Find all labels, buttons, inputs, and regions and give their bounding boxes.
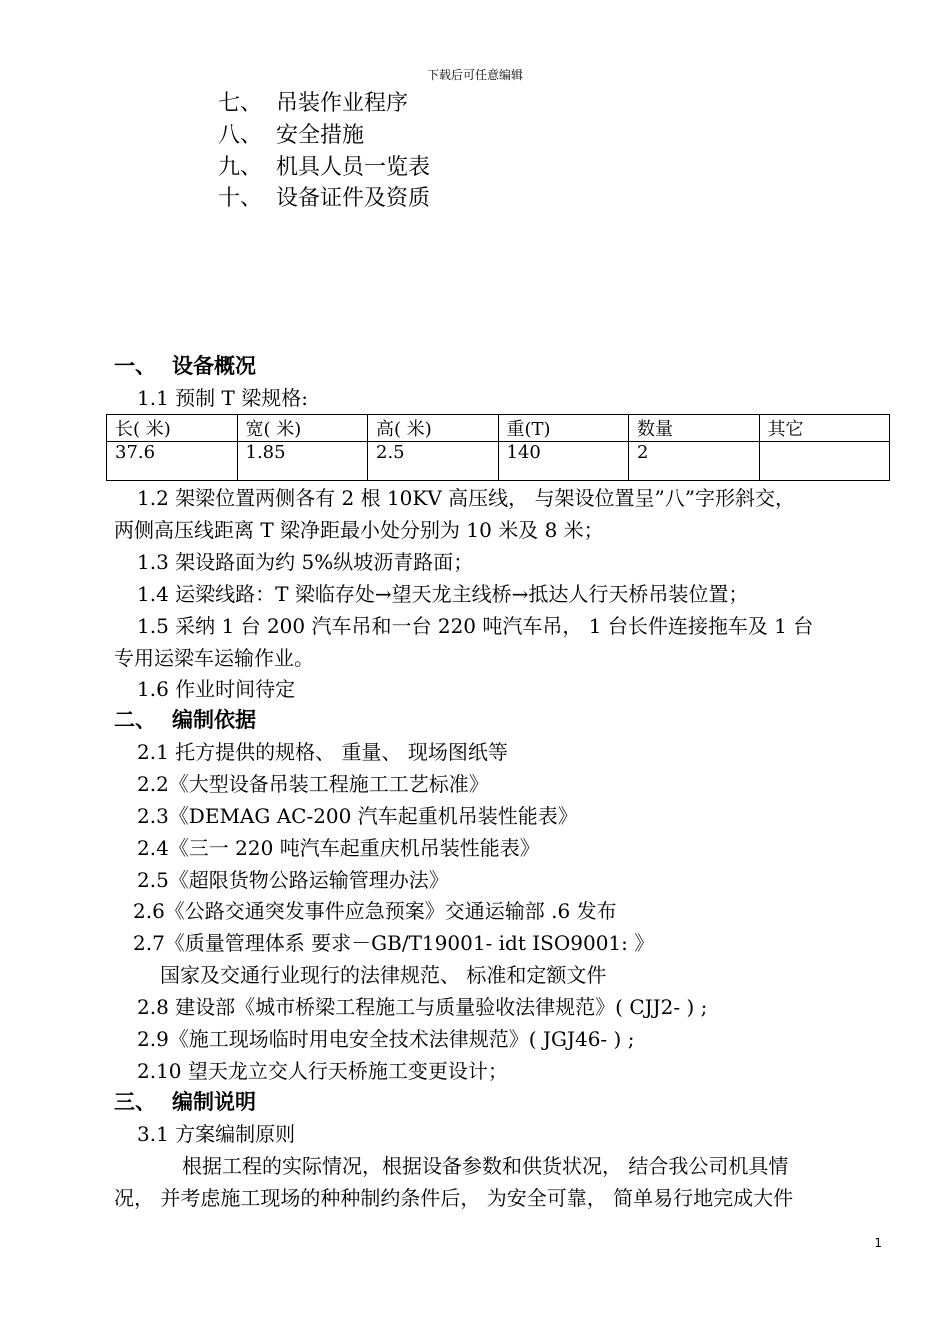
table-header-row [107,415,890,442]
section-title: 编制说明 [172,1090,256,1114]
table-row [107,442,890,481]
table-header-cell: 其它 [759,415,890,442]
section-num: 二、 [114,708,156,732]
table-cell: 2.5 [368,442,499,481]
item-1-4: 1.4 运梁线路：T 梁临存处→望天龙主线桥→抵达人行天桥吊装位置； [137,582,749,606]
toc-item [218,118,364,149]
item-1-6: 1.6 作业时间待定 [137,677,296,701]
table-header-cell: 重(T) [498,415,629,442]
table-header-cell: 数量 [629,415,760,442]
table-cell [759,442,890,481]
toc-item [218,86,408,117]
item-1-5-line1: 1.5 采纳 1 台 200 汽车吊和一台 220 吨汽车吊， 1 台长件连接拖车及 1 台 [137,614,814,638]
toc-text: 吊装作业程序 [276,91,409,116]
list-item: 2.10 望天龙立交人行天桥施工变更设计； [137,1059,508,1083]
list-item: 2.4《三一 220 吨汽车起重庆机吊装性能表》 [137,836,540,860]
toc-text: 机具人员一览表 [276,155,431,180]
list-item: 2.6《公路交通突发事件应急预案》交通运输部 .6 发布 [133,899,617,923]
t-beam-spec-table [106,414,890,481]
toc-num: 十、 [218,186,263,211]
table-header-cell: 宽( 米) [237,415,368,442]
toc-item [218,181,430,212]
toc-num: 七、 [218,91,263,116]
toc-item [218,150,430,181]
toc-num: 九、 [218,155,263,180]
list-item: 2.1 托方提供的规格、 重量、 现场图纸等 [137,740,508,764]
table-header-cell: 高( 米) [368,415,499,442]
list-item: 2.8 建设部《城市桥梁工程施工与质量验收法律规范》( CJJ2- ) ; [137,995,708,1019]
table-header-cell: 长( 米) [107,415,238,442]
section-title: 编制依据 [172,708,256,732]
list-item: 2.2《大型设备吊装工程施工工艺标准》 [137,772,489,796]
table-cell: 140 [498,442,629,481]
item-1-3: 1.3 架设路面为约 5%纵坡沥青路面； [137,550,474,574]
item-1-1: 1.1 预制 T 梁规格: [137,386,308,410]
section-2-heading [114,704,256,734]
page-number: 1 [874,1236,882,1250]
section-1-heading [114,350,256,380]
list-item: 2.7《质量管理体系 要求－GB/T19001- idt ISO9001: 》 [133,931,655,955]
table-cell: 2 [629,442,760,481]
item-1-2-line1: 1.2 架梁位置两侧各有 2 根 10KV 高压线， 与架设位置呈”八”字形斜交， [137,486,795,510]
item-3-1: 3.1 方案编制原则 [137,1122,296,1146]
table-cell: 37.6 [107,442,238,481]
section-3-heading [114,1086,256,1116]
section-num: 三、 [114,1090,156,1114]
header-note: 下载后可任意编辑 [426,68,523,82]
item-1-2-line2: 两侧高压线距离 T 梁净距最小处分别为 10 米及 8 米； [114,518,604,542]
list-item: 2.5《超限货物公路运输管理办法》 [137,868,449,892]
section-num: 一、 [114,354,156,378]
toc-text: 安全措施 [276,123,365,148]
toc-text: 设备证件及资质 [276,186,431,211]
table-cell: 1.85 [237,442,368,481]
list-item: 2.9《施工现场临时用电安全技术法律规范》( JGJ46- ) ; [137,1027,635,1051]
toc-num: 八、 [218,123,263,148]
list-item: 2.3《DEMAG AC-200 汽车起重机吊装性能表》 [137,804,578,828]
section-title: 设备概况 [172,354,256,378]
item-1-5-line2: 专用运梁车运输作业。 [114,646,314,670]
list-item: 国家及交通行业现行的法律规范、 标准和定额文件 [160,963,607,987]
paragraph-line2: 况， 并考虑施工现场的种种制约条件后， 为安全可靠， 简单易行地完成大件 [114,1186,794,1210]
paragraph-line1: 根据工程的实际情况，根据设备参数和供货状况， 结合我公司机具情 [182,1154,789,1178]
